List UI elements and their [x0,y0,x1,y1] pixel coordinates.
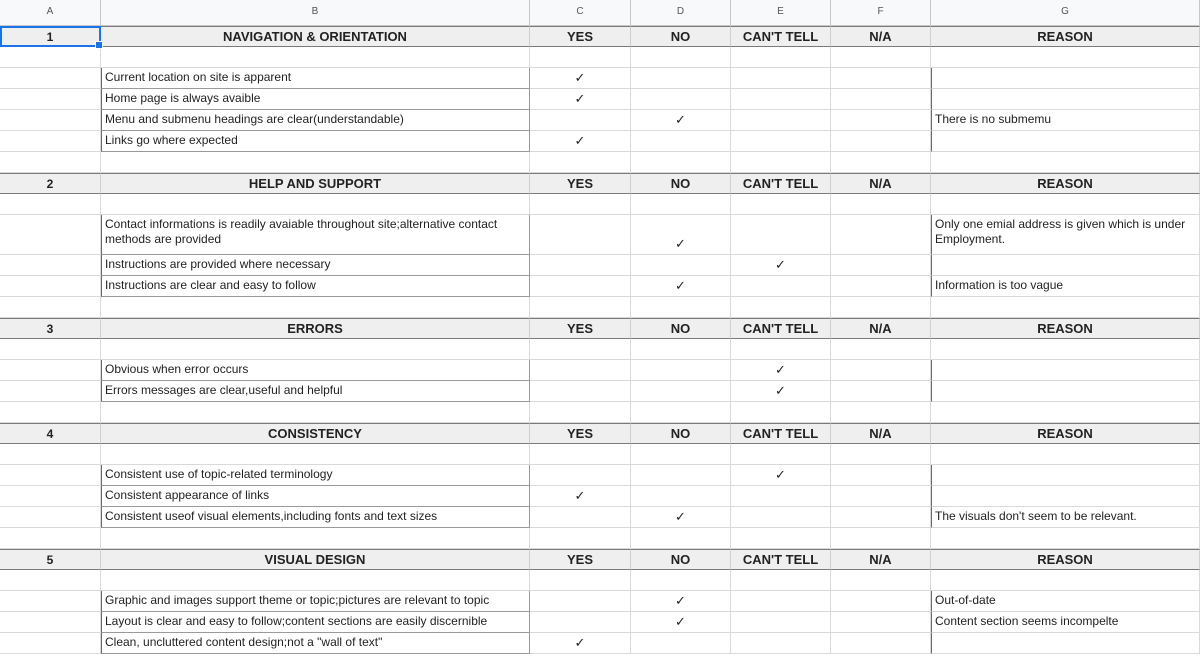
row-number-cell[interactable] [0,507,101,528]
answer-cell[interactable] [831,89,931,110]
empty-cell[interactable] [931,528,1200,549]
section-number: 2 [0,173,101,194]
section-title: ERRORS [101,318,530,339]
answer-cell[interactable] [530,381,631,402]
empty-cell[interactable] [831,297,931,318]
answer-cell[interactable] [831,131,931,152]
empty-cell[interactable] [0,570,101,591]
answer-cell[interactable] [831,465,931,486]
empty-cell[interactable] [931,339,1200,360]
header-reason: REASON [931,318,1200,339]
section-number: 5 [0,549,101,570]
empty-cell[interactable] [631,528,731,549]
criterion-text[interactable]: Current location on site is apparent [101,68,530,89]
reason-cell[interactable] [931,89,1200,110]
answer-cell[interactable] [530,612,631,633]
empty-cell[interactable] [731,570,831,591]
answer-cell[interactable] [731,633,831,654]
header-no: NO [631,173,731,194]
reason-cell[interactable]: The visuals don't seem to be relevant. [931,507,1200,528]
reason-cell[interactable]: Information is too vague [931,276,1200,297]
criterion-text[interactable]: Consistent useof visual elements,including fonts and text sizes [101,507,530,528]
empty-cell[interactable] [101,402,530,423]
row-number-cell[interactable] [0,633,101,654]
column-header-c[interactable]: C [530,0,631,26]
criterion-text[interactable]: Graphic and images support theme or topic;pictures are relevant to topic [101,591,530,612]
empty-cell[interactable] [631,152,731,173]
row-number-cell[interactable] [0,255,101,276]
empty-cell[interactable] [631,444,731,465]
criterion-text[interactable]: Home page is always avaible [101,89,530,110]
answer-cell[interactable] [631,633,731,654]
reason-cell[interactable]: There is no submemu [931,110,1200,131]
answer-cell[interactable] [731,215,831,255]
header-cant-tell: CAN'T TELL [731,318,831,339]
section-title: NAVIGATION & ORIENTATION [101,26,530,47]
empty-cell[interactable] [0,339,101,360]
check-mark-icon[interactable]: ✓ [530,486,631,507]
check-mark-icon[interactable]: ✓ [530,68,631,89]
check-mark-icon[interactable]: ✓ [530,89,631,110]
header-reason: REASON [931,173,1200,194]
empty-cell[interactable] [0,402,101,423]
empty-cell[interactable] [530,444,631,465]
empty-cell[interactable] [931,47,1200,68]
empty-cell[interactable] [530,570,631,591]
row-number-cell[interactable] [0,591,101,612]
section-title: VISUAL DESIGN [101,549,530,570]
check-mark-icon[interactable]: ✓ [731,360,831,381]
empty-cell[interactable] [101,528,530,549]
reason-cell[interactable] [931,486,1200,507]
row-number-cell[interactable] [0,131,101,152]
empty-cell[interactable] [530,528,631,549]
empty-cell[interactable] [831,570,931,591]
empty-cell[interactable] [731,152,831,173]
empty-cell[interactable] [731,444,831,465]
header-cant-tell: CAN'T TELL [731,173,831,194]
criterion-text[interactable]: Instructions are provided where necessary [101,255,530,276]
criterion-text[interactable]: Consistent use of topic-related terminology [101,465,530,486]
check-mark-icon[interactable]: ✓ [631,110,731,131]
header-reason: REASON [931,549,1200,570]
empty-cell[interactable] [530,152,631,173]
answer-cell[interactable] [831,68,931,89]
header-yes: YES [530,173,631,194]
criterion-text[interactable]: Contact informations is readily avaiable throughout site;alternative contact methods are provided [101,215,530,255]
reason-cell[interactable] [931,255,1200,276]
empty-cell[interactable] [831,339,931,360]
criterion-text[interactable]: Consistent appearance of links [101,486,530,507]
answer-cell[interactable] [731,276,831,297]
empty-cell[interactable] [831,402,931,423]
empty-cell[interactable] [731,402,831,423]
section-title: HELP AND SUPPORT [101,173,530,194]
empty-cell[interactable] [530,402,631,423]
answer-cell[interactable] [731,486,831,507]
check-mark-icon[interactable]: ✓ [631,612,731,633]
criterion-text[interactable]: Errors messages are clear,useful and helpful [101,381,530,402]
answer-cell[interactable] [631,131,731,152]
answer-cell[interactable] [831,255,931,276]
empty-cell[interactable] [0,194,101,215]
check-mark-icon[interactable]: ✓ [631,276,731,297]
answer-cell[interactable] [831,633,931,654]
empty-cell[interactable] [631,297,731,318]
empty-cell[interactable] [931,194,1200,215]
empty-cell[interactable] [831,444,931,465]
reason-cell[interactable]: Out-of-date [931,591,1200,612]
row-number-cell[interactable] [0,215,101,255]
column-header-f[interactable]: F [831,0,931,26]
reason-cell[interactable]: Content section seems incompelte [931,612,1200,633]
check-mark-icon[interactable]: ✓ [631,215,731,255]
answer-cell[interactable] [631,68,731,89]
answer-cell[interactable] [831,486,931,507]
column-header-a[interactable]: A [0,0,101,26]
column-header-d[interactable]: D [631,0,731,26]
empty-cell[interactable] [101,194,530,215]
row-number-cell[interactable] [0,276,101,297]
header-reason: REASON [931,423,1200,444]
row-number-cell[interactable] [0,360,101,381]
empty-cell[interactable] [731,297,831,318]
empty-cell[interactable] [931,297,1200,318]
header-na: N/A [831,549,931,570]
reason-cell[interactable] [931,131,1200,152]
reason-cell[interactable] [931,360,1200,381]
header-no: NO [631,549,731,570]
header-yes: YES [530,318,631,339]
answer-cell[interactable] [731,110,831,131]
criterion-text[interactable]: Instructions are clear and easy to follow [101,276,530,297]
header-reason: REASON [931,26,1200,47]
reason-cell[interactable] [931,68,1200,89]
check-mark-icon[interactable]: ✓ [530,131,631,152]
empty-cell[interactable] [831,528,931,549]
header-yes: YES [530,423,631,444]
empty-cell[interactable] [530,339,631,360]
check-mark-icon[interactable]: ✓ [631,591,731,612]
empty-cell[interactable] [831,152,931,173]
column-header-b[interactable]: B [101,0,530,26]
answer-cell[interactable] [731,507,831,528]
empty-cell[interactable] [631,47,731,68]
criterion-text[interactable]: Menu and submenu headings are clear(understandable) [101,110,530,131]
column-header-e[interactable]: E [731,0,831,26]
reason-cell[interactable] [931,465,1200,486]
header-na: N/A [831,318,931,339]
empty-cell[interactable] [731,47,831,68]
check-mark-icon[interactable]: ✓ [530,633,631,654]
answer-cell[interactable] [831,110,931,131]
criterion-text[interactable]: Layout is clear and easy to follow;content sections are easily discernible [101,612,530,633]
check-mark-icon[interactable]: ✓ [631,507,731,528]
reason-cell[interactable]: Only one emial address is given which is under Employment. [931,215,1200,255]
empty-cell[interactable] [0,152,101,173]
header-cant-tell: CAN'T TELL [731,549,831,570]
answer-cell[interactable] [831,360,931,381]
header-cant-tell: CAN'T TELL [731,423,831,444]
answer-cell[interactable] [731,89,831,110]
empty-cell[interactable] [831,194,931,215]
row-number-cell[interactable] [0,486,101,507]
answer-cell[interactable] [530,215,631,255]
answer-cell[interactable] [731,591,831,612]
header-cant-tell: CAN'T TELL [731,26,831,47]
header-yes: YES [530,26,631,47]
header-na: N/A [831,173,931,194]
check-mark-icon[interactable]: ✓ [731,381,831,402]
answer-cell[interactable] [631,465,731,486]
empty-cell[interactable] [0,444,101,465]
section-number: 4 [0,423,101,444]
answer-cell[interactable] [530,507,631,528]
answer-cell[interactable] [731,131,831,152]
criterion-text[interactable]: Obvious when error occurs [101,360,530,381]
answer-cell[interactable] [530,360,631,381]
empty-cell[interactable] [101,444,530,465]
answer-cell[interactable] [530,465,631,486]
empty-cell[interactable] [101,570,530,591]
row-number-cell[interactable] [0,465,101,486]
answer-cell[interactable] [631,89,731,110]
answer-cell[interactable] [631,255,731,276]
header-no: NO [631,26,731,47]
empty-cell[interactable] [731,339,831,360]
empty-cell[interactable] [631,570,731,591]
answer-cell[interactable] [831,612,931,633]
answer-cell[interactable] [831,507,931,528]
answer-cell[interactable] [831,276,931,297]
section-number: 1 [0,26,101,47]
answer-cell[interactable] [530,110,631,131]
answer-cell[interactable] [831,381,931,402]
row-number-cell[interactable] [0,89,101,110]
empty-cell[interactable] [831,47,931,68]
answer-cell[interactable] [731,68,831,89]
empty-cell[interactable] [0,47,101,68]
header-yes: YES [530,549,631,570]
header-na: N/A [831,26,931,47]
row-number-cell[interactable] [0,68,101,89]
empty-cell[interactable] [931,570,1200,591]
answer-cell[interactable] [530,255,631,276]
row-number-cell[interactable] [0,381,101,402]
empty-cell[interactable] [530,194,631,215]
answer-cell[interactable] [631,486,731,507]
empty-cell[interactable] [631,194,731,215]
answer-cell[interactable] [631,381,731,402]
empty-cell[interactable] [0,528,101,549]
empty-cell[interactable] [731,528,831,549]
empty-cell[interactable] [530,47,631,68]
column-header-g[interactable]: G [931,0,1200,26]
empty-cell[interactable] [731,194,831,215]
empty-cell[interactable] [0,297,101,318]
reason-cell[interactable] [931,381,1200,402]
header-no: NO [631,318,731,339]
answer-cell[interactable] [530,591,631,612]
empty-cell[interactable] [101,339,530,360]
check-mark-icon[interactable]: ✓ [731,465,831,486]
criterion-text[interactable]: Links go where expected [101,131,530,152]
answer-cell[interactable] [530,276,631,297]
row-number-cell[interactable] [0,110,101,131]
empty-cell[interactable] [931,152,1200,173]
criterion-text[interactable]: Clean, uncluttered content design;not a "wall of text" [101,633,530,654]
section-number: 3 [0,318,101,339]
empty-cell[interactable] [101,47,530,68]
empty-cell[interactable] [931,402,1200,423]
empty-cell[interactable] [631,402,731,423]
empty-cell[interactable] [101,297,530,318]
section-title: CONSISTENCY [101,423,530,444]
empty-cell[interactable] [931,444,1200,465]
header-no: NO [631,423,731,444]
answer-cell[interactable] [631,360,731,381]
answer-cell[interactable] [731,612,831,633]
header-na: N/A [831,423,931,444]
answer-cell[interactable] [831,215,931,255]
answer-cell[interactable] [831,591,931,612]
row-number-cell[interactable] [0,612,101,633]
empty-cell[interactable] [101,152,530,173]
empty-cell[interactable] [530,297,631,318]
reason-cell[interactable] [931,633,1200,654]
check-mark-icon[interactable]: ✓ [731,255,831,276]
empty-cell[interactable] [631,339,731,360]
